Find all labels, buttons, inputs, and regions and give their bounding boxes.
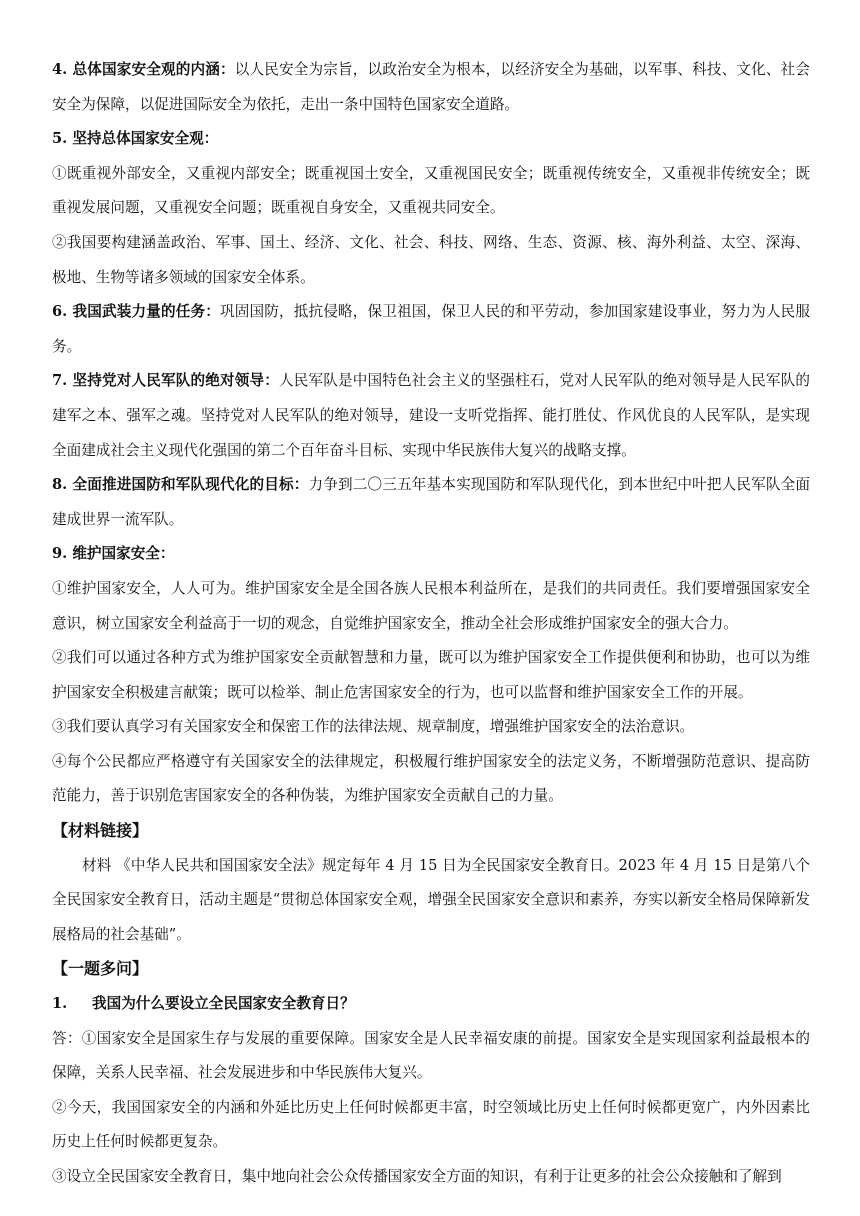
- item-9-point-1: ①维护国家安全，人人可为。维护国家安全是全国各族人民根本利益所在，是我们的共同责任。我们要增强国家安全意识，树立国家安全利益高于一切的观念，自觉维护国家安全，推动全社会形成维护国家安全的强大合力。: [52, 579, 810, 632]
- question-1-number: 1.: [52, 995, 68, 1013]
- item-8: [52, 468, 810, 537]
- item-5-point-1: ①既重视外部安全，又重视内部安全；既重视国土安全，又重视国民安全；既重视传统安全，又重视非传统安全；既重视发展问题，又重视安全问题；既重视自身安全，又重视共同安全。: [52, 164, 810, 217]
- item-4-text: 以人民安全为宗旨，以政治安全为根本，以经济安全为基础，以军事、科技、文化、社会安全为保障，以促进国际安全为依托，走出一条中国特色国家安全道路。: [52, 61, 810, 113]
- answer-1-point-3: ③设立全民国家安全教育日，集中地向社会公众传播国家安全方面的知识，有利于让更多的社会公众接触和了解到: [52, 1168, 782, 1185]
- item-8-title: 8. 全面推进国防和军队现代化的目标：: [52, 476, 309, 494]
- item-9-point-4: ④每个公民都应严格遵守有关国家安全的法律规定，积极履行维护国家安全的法定义务，不断增强防范意识、提高防范能力，善于识别危害国家安全的各种伪装，为维护国家安全贡献自己的力量。: [52, 752, 810, 805]
- question-1-text: 我国为什么要设立全民国家安全教育日？: [92, 995, 355, 1013]
- item-7-text: 人民军队是中国特色社会主义的坚强柱石，党对人民军队的绝对领导是人民军队的建军之本、强军之魂。坚持党对人民军队的绝对领导，建设一支听党指挥、能打胜仗、作风优良的人民军队，是实现全面建成社会主义现代化强国的第二个百年奋斗目标、实现中华民族伟大复兴的战略支撑。: [52, 372, 810, 459]
- answer-1-point-1: 答：①国家安全是国家生存与发展的重要保障。国家安全是人民幸福安康的前提。国家安全是实现国家利益最根本的保障，关系人民幸福、社会发展进步和中华民族伟大复兴。: [52, 1029, 810, 1082]
- item-7-title: 7. 坚持党对人民军队的绝对领导：: [52, 372, 280, 390]
- item-6: [52, 295, 810, 364]
- document-page: [52, 53, 810, 1195]
- questions-heading: 【一题多问】: [52, 959, 149, 979]
- item-8-text: 力争到二〇三五年基本实现国防和军队现代化，到本世纪中叶把人民军队全面建成世界一流军队。: [52, 476, 810, 528]
- item-4-title: 4. 总体国家安全观的内涵：: [52, 61, 235, 78]
- item-9-point-2: ②我们可以通过各种方式为维护国家安全贡献智慧和力量，既可以为维护国家安全工作提供便利和协助，也可以为维护国家安全积极建言献策；既可以检举、制止危害国家安全的行为，也可以监督和维护国家安全工作的开展。: [52, 649, 810, 701]
- item-6-title: 6. 我国武装力量的任务：: [52, 303, 221, 321]
- item-9-point-3: ③我们要认真学习有关国家安全和保密工作的法律法规、规章制度，增强维护国家安全的法治意识。: [52, 718, 695, 736]
- item-9-title: 9. 维护国家安全：: [52, 545, 175, 563]
- item-6-text: 巩固国防，抵抗侵略，保卫祖国，保卫人民的和平劳动，参加国家建设事业，努力为人民服务。: [52, 303, 810, 355]
- question-1: [52, 987, 810, 1022]
- item-4: [52, 53, 810, 122]
- answer-1-point-2: ②今天，我国国家安全的内涵和外延比历史上任何时候都更丰富，时空领域比历史上任何时候都更宽广，内外因素比历史上任何时候都更复杂。: [52, 1098, 810, 1151]
- item-7: [52, 364, 810, 468]
- item-5-point-2: ②我国要构建涵盖政治、军事、国土、经济、文化、社会、科技、网络、生态、资源、核、海外利益、太空、深海、极地、生物等诸多领域的国家安全体系。: [52, 233, 810, 286]
- material-text: 材料 《中华人民共和国国家安全法》规定每年 4 月 15 日为全民国家安全教育日。2023 年 4 月 15 日是第八个全民国家安全教育日，活动主题是“贯彻总体国家安全观，增强全民国家安全意识和素养，夯实以新安全格局保障新发展格局的社会基础”。: [52, 856, 810, 943]
- material-heading: 【材料链接】: [52, 821, 149, 841]
- item-5-title: 5. 坚持总体国家安全观：: [52, 130, 219, 148]
